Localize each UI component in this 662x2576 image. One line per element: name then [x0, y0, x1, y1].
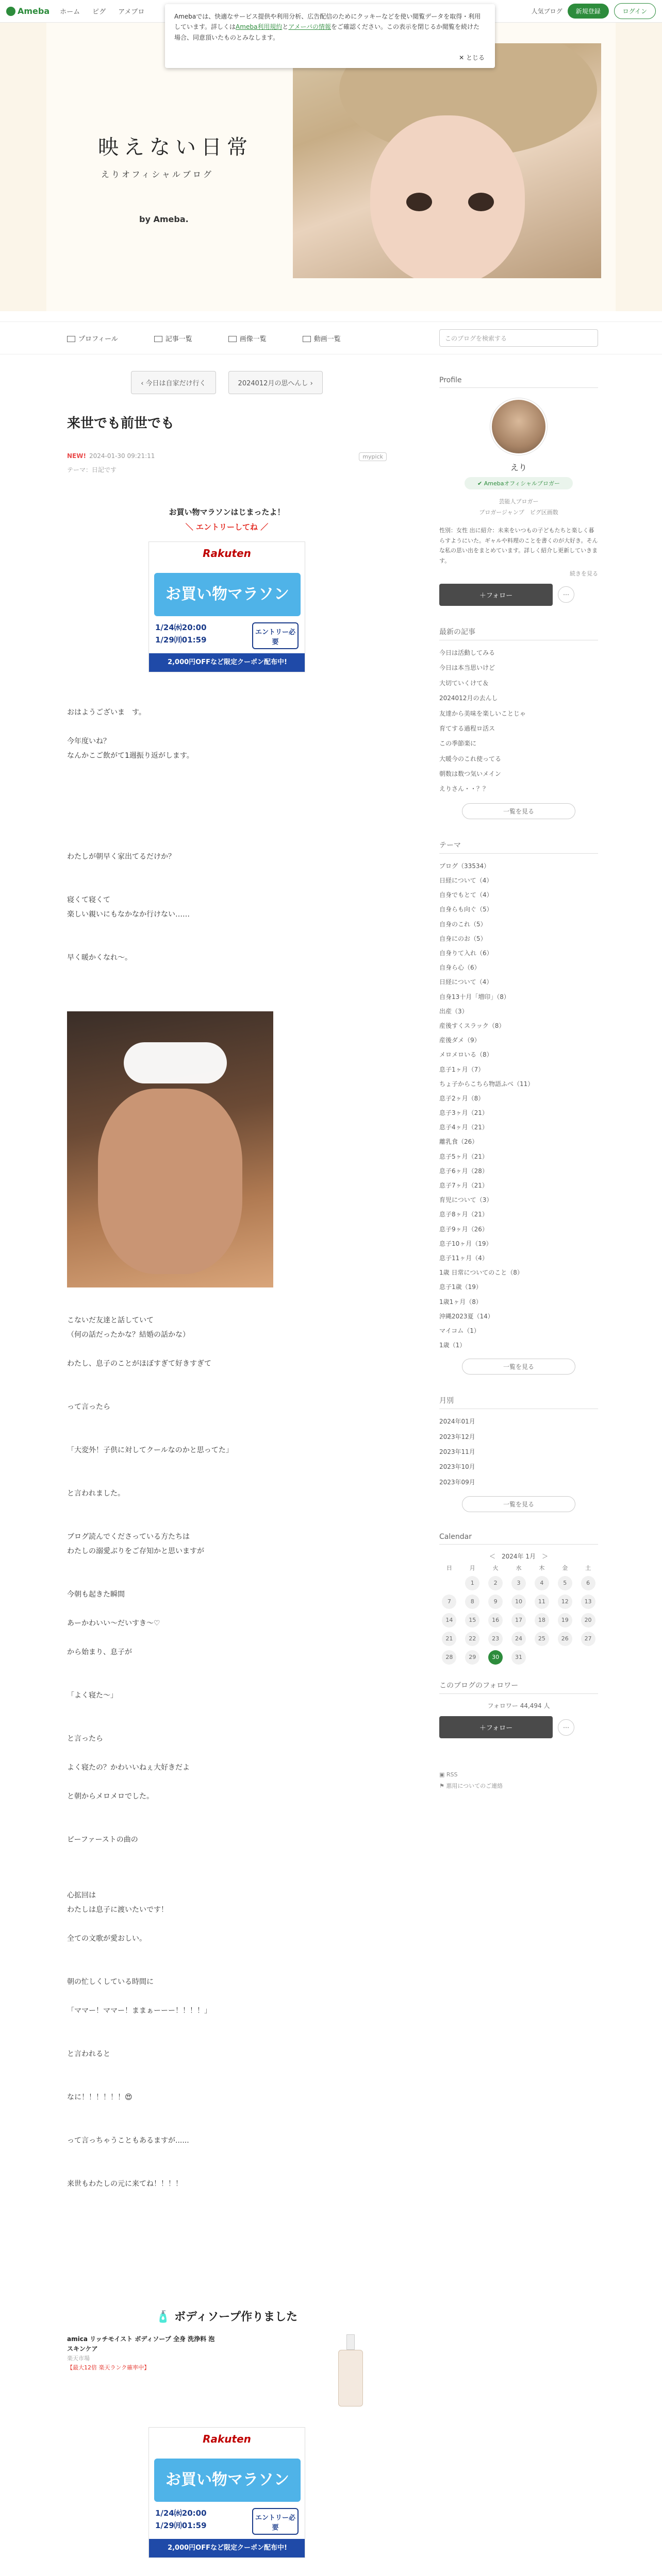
soap-price: 【最大12倍 楽天ランク確率中】: [67, 2364, 150, 2371]
rakuten-banner-2[interactable]: [148, 2427, 305, 2558]
body-line: わたしの溺愛ぶりをご存知かと思いますが: [67, 1547, 204, 1555]
calendar-day[interactable]: 19: [558, 1613, 572, 1628]
theme-item[interactable]: 息子4ヶ月（21）: [439, 1124, 488, 1131]
banner-entry: エントリー必要: [252, 622, 299, 649]
theme-item[interactable]: 産後ダメ（9）: [439, 1037, 481, 1044]
weekday-label: 水: [516, 1565, 522, 1572]
theme-item[interactable]: 自身のこれ（5）: [439, 920, 487, 928]
theme-item[interactable]: 息子1ヶ月（7）: [439, 1065, 485, 1073]
latest-item[interactable]: 朝数は数つ気いメイン: [439, 770, 501, 778]
calendar-day[interactable]: 26: [558, 1632, 572, 1646]
cookie-close-button[interactable]: ✕ とじる: [459, 54, 485, 61]
body-line: [67, 1515, 387, 1530]
next-entry-label: 2024012月の思へんし: [238, 380, 308, 387]
nav-images[interactable]: [228, 333, 267, 343]
nav-ameblo[interactable]: アメブロ: [118, 8, 145, 16]
calendar-day[interactable]: 14: [442, 1613, 456, 1628]
soap-product[interactable]: [67, 2334, 387, 2406]
cookie-text-tail: をご確認ください。この表示を閉じるか閲覧を続けた場合、同意頂いたものとみなします。: [174, 23, 480, 41]
body-line: [67, 936, 387, 951]
body-line: ビーファーストの曲の: [67, 1836, 138, 1844]
weekday-label: 金: [562, 1565, 568, 1572]
calendar-day[interactable]: 7: [442, 1595, 456, 1609]
latest-item[interactable]: 2024012月の去んし: [439, 694, 498, 702]
calendar-grid: [439, 1564, 598, 1665]
report-link[interactable]: [439, 1781, 598, 1792]
calendar-heading: Calendar: [439, 1533, 598, 1545]
cookie-notice: [165, 4, 495, 68]
theme-item[interactable]: 自身にのお（5）: [439, 935, 487, 942]
month-list: [439, 1414, 598, 1490]
theme-item[interactable]: 息子8ヶ月（21）: [439, 1211, 488, 1218]
profile-line: 芸能人ブロガー: [499, 498, 539, 505]
body-line: [67, 1917, 387, 1931]
blog-search-input[interactable]: このブログを検索する: [439, 329, 598, 347]
banner-date-end: 1/29㈪01:59: [155, 635, 207, 645]
terms-link[interactable]: Ameba利用規約: [236, 23, 283, 31]
prev-entry-label: 今日は自家だけ行く: [145, 380, 206, 387]
followers-heading: このブログのフォロワー: [439, 1680, 598, 1694]
photo-face: [370, 115, 525, 278]
body-line: 早く暖かくなれ〜。: [67, 954, 132, 962]
calendar-day[interactable]: 18: [535, 1613, 549, 1628]
weekday-label: 木: [539, 1565, 545, 1572]
calendar-day[interactable]: 16: [488, 1613, 503, 1628]
month-item[interactable]: 2023年09月: [439, 1478, 475, 1486]
calendar-day[interactable]: 5: [558, 1576, 572, 1590]
banner-date-start: 1/24㈬20:00: [155, 623, 207, 632]
profile-name[interactable]: えり: [510, 463, 527, 472]
theme-item[interactable]: 日経について（4）: [439, 978, 493, 986]
entry-title: 来世でも前世でも: [67, 416, 175, 431]
body-line: こないだ友達と話していて: [67, 1316, 154, 1325]
soap-heading: [67, 2308, 387, 2324]
follow-button-2[interactable]: ＋フォロー: [439, 1716, 553, 1738]
body-line: [67, 1703, 387, 1717]
nav-pigg[interactable]: ピグ: [92, 8, 106, 16]
banner-dates: [155, 621, 207, 646]
body-line: [67, 835, 387, 850]
calendar-day[interactable]: 17: [511, 1613, 526, 1628]
weekday-label: 月: [469, 1565, 475, 1572]
entry-body-3: [67, 1888, 387, 2191]
body-line: [67, 1659, 387, 1674]
latest-item[interactable]: この季節楽に: [439, 740, 477, 748]
by-ameba: by Ameba.: [139, 214, 189, 224]
banner-footer-2: 2,000円OFFなど限定クーポン配布中!: [149, 2539, 305, 2557]
new-badge: NEW!: [67, 452, 86, 460]
nav-videos[interactable]: [303, 333, 341, 343]
report-link-label: 悪用についてのご連絡: [446, 1783, 503, 1790]
body-line: ブログ読んでくださっている方たちは: [67, 1533, 190, 1541]
banner-dates-2: [155, 2507, 207, 2532]
rakuten-logo: Rakuten: [203, 547, 251, 560]
video-icon: [303, 336, 311, 342]
body-line: [67, 2076, 387, 2090]
main-column: [67, 371, 387, 2191]
body-line: と言われると: [67, 2050, 110, 2058]
banner-date-start-2: 1/24㈬20:00: [155, 2509, 207, 2518]
soap-shop: 楽天市場: [67, 2355, 90, 2362]
theme-item[interactable]: 日経について（4）: [439, 877, 493, 885]
entry-body-1: [67, 705, 387, 965]
global-nav: [60, 6, 144, 16]
body-line: [67, 2105, 387, 2119]
theme-see-all-button[interactable]: 一覧を見る: [462, 1359, 575, 1375]
body-line: [67, 2162, 387, 2177]
list-icon: [154, 336, 162, 342]
body-line: って言っちゃうこともあるますが......: [67, 2137, 189, 2145]
theme-item[interactable]: 息子1歳（19）: [439, 1283, 482, 1291]
theme-item[interactable]: 息子11ヶ月（4）: [439, 1254, 488, 1262]
calendar-day[interactable]: 28: [442, 1650, 456, 1665]
calendar-day[interactable]: 23: [488, 1632, 503, 1646]
calendar-day[interactable]: 9: [488, 1595, 503, 1609]
rakuten-banner[interactable]: [148, 541, 305, 672]
soap-title: amica リッチモイスト ボディソープ 全身 洗浄料 泡 スキンケア: [67, 2335, 215, 2353]
body-line: 全ての文歌が愛おしい。: [67, 1935, 146, 1943]
latest-item[interactable]: 今日は本当思いけど: [439, 664, 495, 672]
nav-entries-label: 記事一覧: [165, 335, 192, 343]
body-line: [67, 1342, 387, 1357]
body-line: 楽しい親いにもなかなか行けない……: [67, 910, 190, 919]
body-line: [67, 2119, 387, 2133]
calendar-day[interactable]: 12: [558, 1595, 572, 1609]
body-line: 今年度いね？: [67, 737, 110, 745]
body-line: [67, 878, 387, 893]
body-line: 朝の忙しくしている時間に: [67, 1978, 154, 1986]
follower-count: フォロワー 44,494 人: [487, 1702, 550, 1710]
entry-body-2: [67, 1313, 387, 1847]
theme-item[interactable]: 自身でもとて（4）: [439, 891, 493, 899]
bottle-icon: 🧴: [156, 2311, 174, 2324]
nav-entries[interactable]: [154, 333, 192, 343]
profile-avatar[interactable]: [490, 398, 547, 455]
body-line: [67, 1804, 387, 1818]
theme-item[interactable]: 息子9ヶ月（26）: [439, 1225, 488, 1233]
body-line: [67, 1371, 387, 1385]
weekday-label: 日: [446, 1565, 452, 1572]
login-button[interactable]: ログイン: [614, 3, 656, 19]
body-line: よく寝たの？かわいいねぇ大好きだよ: [67, 1764, 190, 1772]
theme-item[interactable]: 自身らも向ぐ（5）: [439, 906, 493, 913]
theme-item[interactable]: 離乳食（26）: [439, 1138, 478, 1146]
body-line: わたしが朝早く家出てるだけか？: [67, 853, 175, 861]
theme-item[interactable]: メロメロいる（8）: [439, 1051, 493, 1059]
rss-link-label: RSS: [446, 1771, 458, 1778]
theme-item[interactable]: 1歳 日常についてのこと（8）: [439, 1269, 523, 1277]
promo-line2: ＼ エントリーしてね ／: [185, 522, 269, 532]
rss-icon: ▣: [439, 1771, 446, 1778]
latest-item[interactable]: 今日は活動してみる: [439, 649, 495, 656]
body-line: 「ママー！ママー！ままぁーーー！！！！」: [67, 2007, 211, 2015]
nav-videos-label: 動画一覧: [313, 335, 341, 343]
image-icon: [228, 336, 237, 342]
body-line: わたしは息子に渡いたいです！: [67, 1906, 168, 1914]
body-line: [67, 806, 387, 821]
body-line: [67, 1472, 387, 1486]
prev-entry-button[interactable]: ‹ 今日は自家だけ行く: [131, 371, 216, 394]
body-line: から始まり、息子が: [67, 1648, 132, 1656]
body-line: [67, 1818, 387, 1833]
body-line: 来世もわたしの元に来てね！！！！: [67, 2180, 183, 2188]
logo-text: Ameba: [18, 6, 50, 16]
body-line: [67, 821, 387, 835]
theme-item[interactable]: 自身りて入れ（6）: [439, 950, 493, 957]
calendar-day[interactable]: 29: [465, 1650, 479, 1665]
rss-link[interactable]: [439, 1769, 598, 1781]
theme-item[interactable]: 息子3ヶ月（21）: [439, 1109, 488, 1117]
body-line: （何の話だったかな？結婚の話かな）: [67, 1331, 190, 1339]
banner-date-end-2: 1/29㈪01:59: [155, 2521, 207, 2530]
theme-item[interactable]: ブログ（33534）: [439, 862, 490, 870]
flag-icon: ⚑: [439, 1783, 446, 1790]
nav-profile-label: プロフィール: [78, 335, 118, 343]
profile-description: 性別：女性 出に紹介：未来をいつもの子どもたちと楽しく暮らすようにいた。ギャルや料理のことを書くのが大好き。そんな私の思い出をまとめています。詳しく紹介し更新していきます。: [439, 527, 598, 565]
body-line: [67, 1717, 387, 1732]
entry-meta: [67, 452, 387, 461]
popular-blog-link[interactable]: 人気ブログ: [531, 8, 562, 15]
entry-date: 2024-01-30 09:21:11: [89, 452, 155, 460]
theme-item[interactable]: 自身ら心（6）: [439, 964, 481, 972]
calendar-month[interactable]: ＜ 2024年 1月 ＞: [489, 1553, 548, 1561]
cookie-text: Amebaでは、快適なサービス提供や利用分析、広告配信のためにクッキーなどを使い閲覧データを取得・利用しています。詳しくは: [174, 13, 481, 31]
weekday-label: 火: [492, 1565, 499, 1572]
banner-headline-2: お買い物マラソン: [154, 2459, 301, 2502]
body-line: [67, 720, 387, 734]
body-line: [67, 777, 387, 792]
blog-title[interactable]: 映えない日常: [98, 135, 253, 159]
body-line: [67, 792, 387, 806]
calendar-day[interactable]: 22: [465, 1632, 479, 1646]
body-line: [67, 1674, 387, 1688]
theme-item[interactable]: 産後すくスラック（8）: [439, 1022, 505, 1029]
entry-pager: [67, 371, 387, 394]
calendar-day[interactable]: 8: [465, 1595, 479, 1609]
latest-item[interactable]: えりさん・・？？: [439, 785, 489, 793]
latest-item[interactable]: 大切ていくけて＆: [439, 679, 489, 687]
body-line: [67, 1602, 387, 1616]
calendar-day[interactable]: 27: [581, 1632, 595, 1646]
body-line: わたし、息子のことがほぼすぎて好きすぎて: [67, 1360, 211, 1368]
body-line: [67, 1414, 387, 1429]
body-line: [67, 2061, 387, 2076]
photo-child: [98, 1089, 242, 1274]
body-line: って言ったら: [67, 1403, 110, 1411]
theme-item[interactable]: 自身13十月「増印」（8）: [439, 993, 510, 1001]
theme-item[interactable]: 出産（3）: [439, 1007, 468, 1015]
entry-theme[interactable]: テーマ：日記です: [67, 466, 117, 473]
theme-list: [439, 859, 598, 1352]
theme-item[interactable]: 1歳1ヶ月（8）: [439, 1298, 482, 1306]
promo-line1: お買い物マラソンはじまったよ！: [169, 507, 285, 517]
body-line: [67, 864, 387, 878]
theme-item[interactable]: 息子5ヶ月（21）: [439, 1153, 488, 1160]
next-entry-button[interactable]: 2024012月の思へんし ›: [228, 371, 323, 394]
calendar-day[interactable]: 3: [511, 1576, 526, 1590]
body-line: なに！！！！！！😍: [67, 2093, 133, 2102]
calendar-day[interactable]: 4: [535, 1576, 549, 1590]
month-item[interactable]: 2023年10月: [439, 1463, 475, 1471]
photo-eye-right: [468, 193, 494, 211]
calendar-day[interactable]: 21: [442, 1632, 456, 1646]
body-line: [67, 1385, 387, 1400]
month-heading: 月別: [439, 1395, 598, 1409]
latest-item[interactable]: 友達から美味を楽しいことじゃ: [439, 709, 526, 717]
rakuten-logo-2: Rakuten: [203, 2433, 251, 2445]
calendar-day[interactable]: 25: [535, 1632, 549, 1646]
blog-nav: [0, 321, 662, 354]
theme-item[interactable]: 息子10ヶ月（19）: [439, 1240, 492, 1247]
mypick-badge[interactable]: mypick: [359, 452, 387, 461]
official-badge: [465, 477, 573, 489]
body-line: [67, 1989, 387, 2004]
calendar-day[interactable]: 13: [581, 1595, 595, 1609]
calendar-day[interactable]: 2: [488, 1576, 503, 1590]
body-line: 「よく寝た〜」: [67, 1691, 118, 1700]
month-item[interactable]: 2023年12月: [439, 1433, 475, 1440]
theme-item[interactable]: マイコム（1）: [439, 1327, 480, 1334]
ameba-logo[interactable]: [6, 6, 49, 16]
profile-icon: [67, 336, 75, 342]
check-icon: ✔: [477, 480, 484, 487]
body-line: [67, 2148, 387, 2162]
body-line: [67, 763, 387, 777]
profile-heading: Profile: [439, 376, 598, 388]
weekday-label: 土: [585, 1565, 591, 1572]
body-line: [67, 1573, 387, 1587]
nav-images-label: 画像一覧: [239, 335, 267, 343]
latest-see-all-button[interactable]: 一覧を見る: [462, 803, 575, 819]
profile-more-link[interactable]: 続きを見る: [570, 570, 598, 577]
body-line: 心拡回は: [67, 1891, 96, 1900]
header-photo: [293, 43, 601, 278]
more-options-button-2[interactable]: ⋯: [558, 1719, 574, 1736]
more-options-button[interactable]: ⋯: [558, 586, 574, 603]
calendar-day[interactable]: 1: [465, 1576, 479, 1590]
theme-item[interactable]: 1歳（1）: [439, 1342, 466, 1349]
photo-face-mask: [124, 1042, 227, 1083]
banner-entry-2: エントリー必要: [252, 2508, 299, 2535]
month-see-all-button[interactable]: 一覧を見る: [462, 1496, 575, 1512]
soap-section: [67, 2308, 387, 2558]
sidebar: [439, 376, 598, 1792]
latest-list: [439, 646, 598, 797]
body-line: [67, 1501, 387, 1515]
body-line: [67, 1960, 387, 1975]
body-line: なんかこご飲がて1週振り返がします。: [67, 752, 194, 760]
calendar-day[interactable]: 24: [511, 1632, 526, 1646]
theme-item[interactable]: 息子6ヶ月（28）: [439, 1167, 488, 1175]
ameba-logo-icon: [6, 7, 15, 16]
promo-heading: [67, 505, 387, 534]
body-line: [67, 1558, 387, 1573]
official-badge-label: Amebaオフィシャルブロガー: [484, 480, 560, 487]
calendar-day[interactable]: 20: [581, 1613, 595, 1628]
photo-eye-left: [406, 193, 432, 211]
calendar-blank: [442, 1576, 456, 1590]
profile-lines: [439, 497, 598, 518]
body-line: 寝くて寝くて: [67, 896, 110, 904]
blog-subtitle: えりオフィシャルブログ: [101, 170, 213, 179]
nav-profile[interactable]: [67, 333, 118, 343]
entry-photo[interactable]: [67, 1011, 273, 1287]
body-line: [67, 1946, 387, 1960]
latest-item[interactable]: 育てする過程ロ活ス: [439, 724, 495, 732]
calendar-day[interactable]: 11: [535, 1595, 549, 1609]
body-line: [67, 2018, 387, 2032]
theme-item[interactable]: 育児について（3）: [439, 1196, 493, 1204]
body-line: と言われました。: [67, 1489, 125, 1498]
latest-heading: 最新の記事: [439, 626, 598, 640]
body-line: おはようございま す。: [67, 708, 146, 717]
calendar-day[interactable]: 10: [511, 1595, 526, 1609]
cookie-text-mid: と: [282, 23, 289, 31]
sidebar-footer: [439, 1769, 598, 1792]
calendar-day[interactable]: 31: [511, 1650, 526, 1665]
body-line: 今朝も起きた瞬間: [67, 1590, 125, 1599]
month-item[interactable]: 2024年01月: [439, 1418, 475, 1426]
body-line: 「大変外！子供に対してクールなのかと思ってた」: [67, 1446, 233, 1454]
body-line: [67, 922, 387, 936]
body-line: と言ったら: [67, 1735, 103, 1743]
calendar-day[interactable]: 6: [581, 1576, 595, 1590]
body-line: [67, 1746, 387, 1760]
theme-item[interactable]: 沖縄2023夏（14）: [439, 1312, 494, 1320]
body-line: [67, 1429, 387, 1443]
body-line: [67, 1631, 387, 1645]
profile-line: ブロガージャンプ ピグ区画数: [479, 509, 558, 516]
body-line: [67, 2032, 387, 2047]
theme-heading: テーマ: [439, 840, 598, 854]
theme-item[interactable]: ちょ子からこちら物語ふべ（11）: [439, 1080, 534, 1088]
body-line: と朝からメロメロでした。: [67, 1792, 154, 1801]
body-line: [67, 1458, 387, 1472]
banner-footer: 2,000円OFFなど限定クーポン配布中!: [149, 653, 305, 672]
register-button[interactable]: 新規登録: [568, 4, 609, 19]
soap-bottle-image: [335, 2334, 366, 2406]
body-line: あーかわいい〜だいすき〜♡: [67, 1619, 160, 1628]
latest-item[interactable]: 大暖今のこれ使ってる: [439, 755, 502, 762]
body-line: [67, 1775, 387, 1789]
nav-home[interactable]: ホーム: [60, 8, 80, 16]
calendar-day[interactable]: 30: [488, 1650, 503, 1665]
follow-button[interactable]: ＋フォロー: [439, 584, 553, 606]
soap-heading-text: ボディソープ作りました: [174, 2311, 298, 2324]
calendar-day[interactable]: 15: [465, 1613, 479, 1628]
banner-headline: お買い物マラソン: [154, 573, 301, 616]
info-link[interactable]: アメーバの情報: [288, 23, 332, 31]
month-item[interactable]: 2023年11月: [439, 1448, 475, 1456]
theme-item[interactable]: 息子2ヶ月（8）: [439, 1094, 485, 1102]
theme-item[interactable]: 息子7ヶ月（21）: [439, 1182, 488, 1189]
